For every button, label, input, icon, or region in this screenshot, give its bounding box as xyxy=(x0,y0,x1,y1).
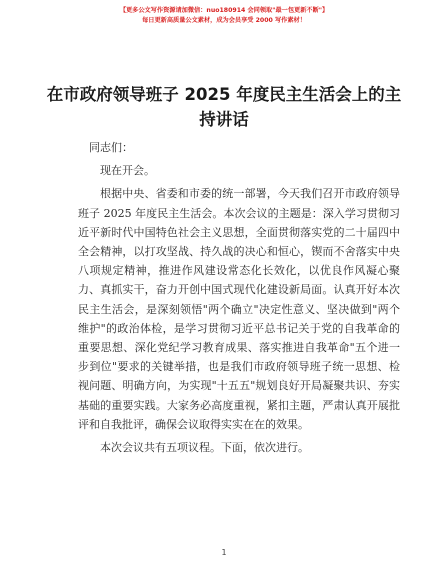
document-title: 在市政府领导班子 2025 年度民主生活会上的主持讲话 xyxy=(46,85,402,129)
paragraph: 根据中央、省委和市委的统一部署，今天我们召开市政府领导班子 2025 年度民主生活会。本次会议的主题是：深入学习贯彻习近平新时代中国特色社会主义思想，全面贯彻落实党的二十届四中全会精神，以打攻坚战、持久战的决心和恒心，锲而不舍落实中央八项规定精神，推进作风建设常态化长效化，以优良作风凝心聚力、真抓实干，奋力开创中国式现代化建设新局面。认真开好本次民主生活会，是深刻领悟"两个确立"决定性意义、坚决做到"两个维护"的政治体检，是学习贯彻习近平总书记关于党的自我革命的重要思想、深化党纪学习教育成果、落实推进自我革命"五个进一步到位"要求的关键举措，也是我们市政府领导班子统一思想、检视问题、明确方向，为实现"十五五"规划良好开局凝聚共识、夯实基础的重要实践。大家务必高度重视，紧扣主题，严肃认真开展批评和自我批评，确保会议取得实实在在的效果。 xyxy=(78,187,400,431)
page-number: 1 xyxy=(221,548,227,557)
promo-banner-line-2: 每日更新高质量公文素材，成为会员享受 2000 写作素材！ xyxy=(142,17,306,24)
document-body xyxy=(78,138,400,461)
paragraph: 现在开会。 xyxy=(100,164,155,178)
promo-banner-line-1: 【更多公文写作资源请加微信：nuo180914 会同领取"最一包更新不断"】 xyxy=(119,7,329,14)
paragraph: 本次会议共有五项议程。下面，依次进行。 xyxy=(100,441,309,455)
promo-banner xyxy=(0,6,448,26)
salutation: 同志们： xyxy=(89,141,133,154)
